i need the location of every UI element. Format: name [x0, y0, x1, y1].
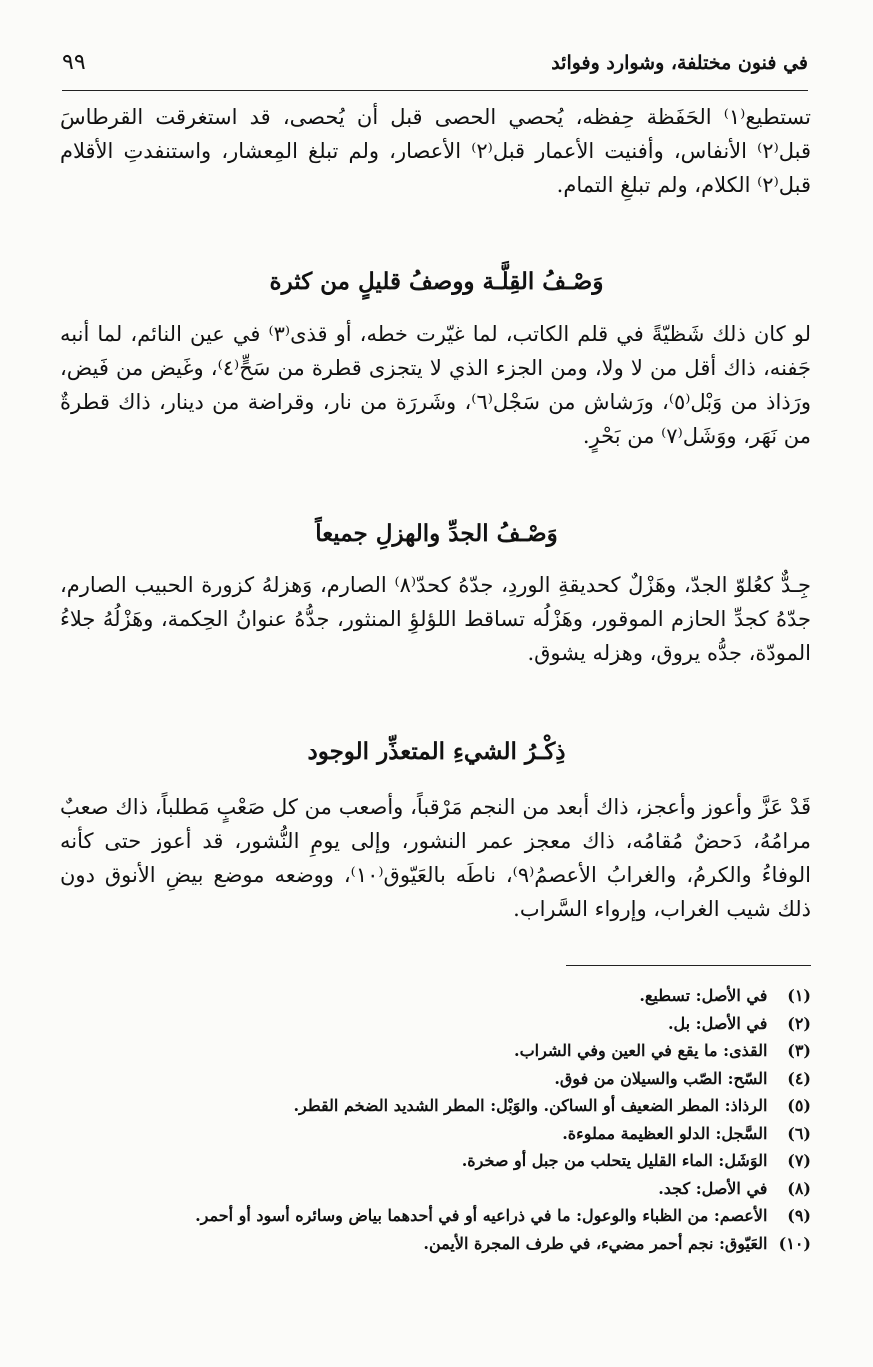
- footnote-text: القذى: ما يقع في العين وفي الشراب.: [514, 1041, 768, 1060]
- footnote-item: [60, 1010, 811, 1038]
- footnote-text: السّح: الصّب والسيلان من فوق.: [554, 1068, 768, 1088]
- section-1-block: [60, 317, 811, 453]
- section-heading-2: وَصْـفُ الجدِّ والهزلِ جميعاً: [315, 520, 558, 547]
- footnote-item: [60, 982, 811, 1010]
- footnotes-list: [60, 982, 811, 1257]
- section-heading-3: ذِكْـرُ الشيءِ المتعذِّر الوجود: [307, 738, 566, 765]
- footnote-number: (٩): [787, 1206, 811, 1225]
- footnote-text: في الأصل: بل.: [667, 1013, 768, 1033]
- footnote-number: (٢): [787, 1013, 811, 1033]
- footnote-text: في الأصل: تسطيع.: [639, 986, 768, 1005]
- footnote-number: (٣): [787, 1041, 811, 1060]
- footnote-item: [60, 1202, 811, 1230]
- section-heading-1: وَصْـفُ القِلَّـة ووصفُ قليلٍ من كثرة: [269, 268, 604, 295]
- page-number: ٩٩: [62, 50, 86, 75]
- section-3-paragraph: قَدْ عَزَّ وأعوز وأعجز، ذاك أبعد من النجم مَرْقباً، وأصعب من كل صَعْبٍ مَطلباً، ذاك صعبٌ مرامُهُ، دَحضٌ مُقامُه، ذاك معجز عمر النشور، وإلى يومِ النُّشور، قد أعوز حتى كأنه الوفاءُ والكرمُ، والغرابُ الأعصمُ⁽٩⁾، ناطَه بالعَيّوق⁽١٠⁾، ووضعه موضع بيضِ الأنوق دون ذلك شيب الغراب، وإرواء السَّراب.: [60, 795, 811, 921]
- footnote-number: (٨): [787, 1178, 811, 1198]
- section-2-paragraph: جِـدٌّ كعُلوّ الجدّ، وهَزْلٌ كحديقةِ الوردِ، جدّهُ كحدّ⁽٨⁾ الصارم، وَهزلهُ كزورة الحبيب الصارم، جدّهُ كجدِّ الحازم الموقور، وهَزْلُه تساقط اللؤلؤِ المنثور، جدُّهُ عنوانُ الحِكمة، وهَزْلُهُ جلاءُ المودّة، جدُّه يروق، وهزله يشوق.: [60, 573, 811, 665]
- intro-paragraph-block: [60, 100, 811, 202]
- footnote-number: (٥): [787, 1096, 811, 1115]
- footnote-item: [60, 1092, 811, 1120]
- footnote-separator: [566, 965, 811, 966]
- footnote-number: (١): [787, 986, 811, 1005]
- footnote-item: [60, 1037, 811, 1065]
- footnote-item: [60, 1175, 811, 1203]
- footnote-text: الوَشَل: الماء القليل يتحلب من جبل أو صخرة.: [461, 1151, 768, 1170]
- running-title: في فنون مختلفة، وشوارد وفوائد: [551, 52, 808, 74]
- footnote-number: (٧): [787, 1151, 811, 1170]
- footnote-item: [60, 1147, 811, 1175]
- footnote-text: العَيّوق: نجم أحمر مضيء، في طرف المجرة الأيمن.: [423, 1233, 768, 1253]
- section-3-block: [60, 790, 811, 926]
- page-header: [62, 48, 808, 91]
- footnote-text: في الأصل: كجد.: [658, 1178, 768, 1198]
- footnote-item: [60, 1065, 811, 1093]
- footnote-text: السَّجل: الدلو العظيمة مملوءة.: [562, 1123, 768, 1143]
- footnote-item: [60, 1120, 811, 1148]
- footnote-number: (١٠): [778, 1233, 811, 1253]
- footnote-text: الأعصم: من الظباء والوعول: ما في ذراعيه أو في أحدهما بياض وسائره أسود أو أحمر.: [195, 1206, 768, 1225]
- footnote-item: [60, 1230, 811, 1258]
- section-2-block: [60, 568, 811, 670]
- section-1-paragraph: لو كان ذلك شَظيّةً في قلم الكاتب، لما غيّرت خطه، أو قذى⁽٣⁾ في عين النائم، لما أنبه جَفنه، ذاك أقل من لا ولا، ومن الجزء الذي لا يتجزى قطرة من سَحٍّ⁽٤⁾، وغَيض من فَيض، ورَذاذ من وَبْل⁽٥⁾، ورَشاش من سَجْل⁽٦⁾، وشَررَة من نار، وقراضة من دينار، ذاك قطرةٌ من نَهَر، ووَشَل⁽٧⁾ من بَحْرٍ.: [60, 322, 812, 448]
- footnote-text: الرذاذ: المطر الضعيف أو الساكن. والوَبْل: المطر الشديد الضخم القطر.: [293, 1096, 768, 1115]
- footnote-number: (٤): [787, 1068, 811, 1088]
- footnote-number: (٦): [787, 1123, 811, 1143]
- intro-paragraph: تستطيع⁽١⁾ الحَفَظة حِفظه، يُحصي الحصى قبل أن يُحصى، قد استغرقت القرطاسَ قبل⁽٢⁾ الأنفاس، وأفنيت الأعمار قبل⁽٢⁾ الأعصار، ولم تبلغ المِعشار، واستنفدتِ الأقلام قبل⁽٢⁾ الكلام، ولم تبلغِ التمام.: [60, 105, 811, 197]
